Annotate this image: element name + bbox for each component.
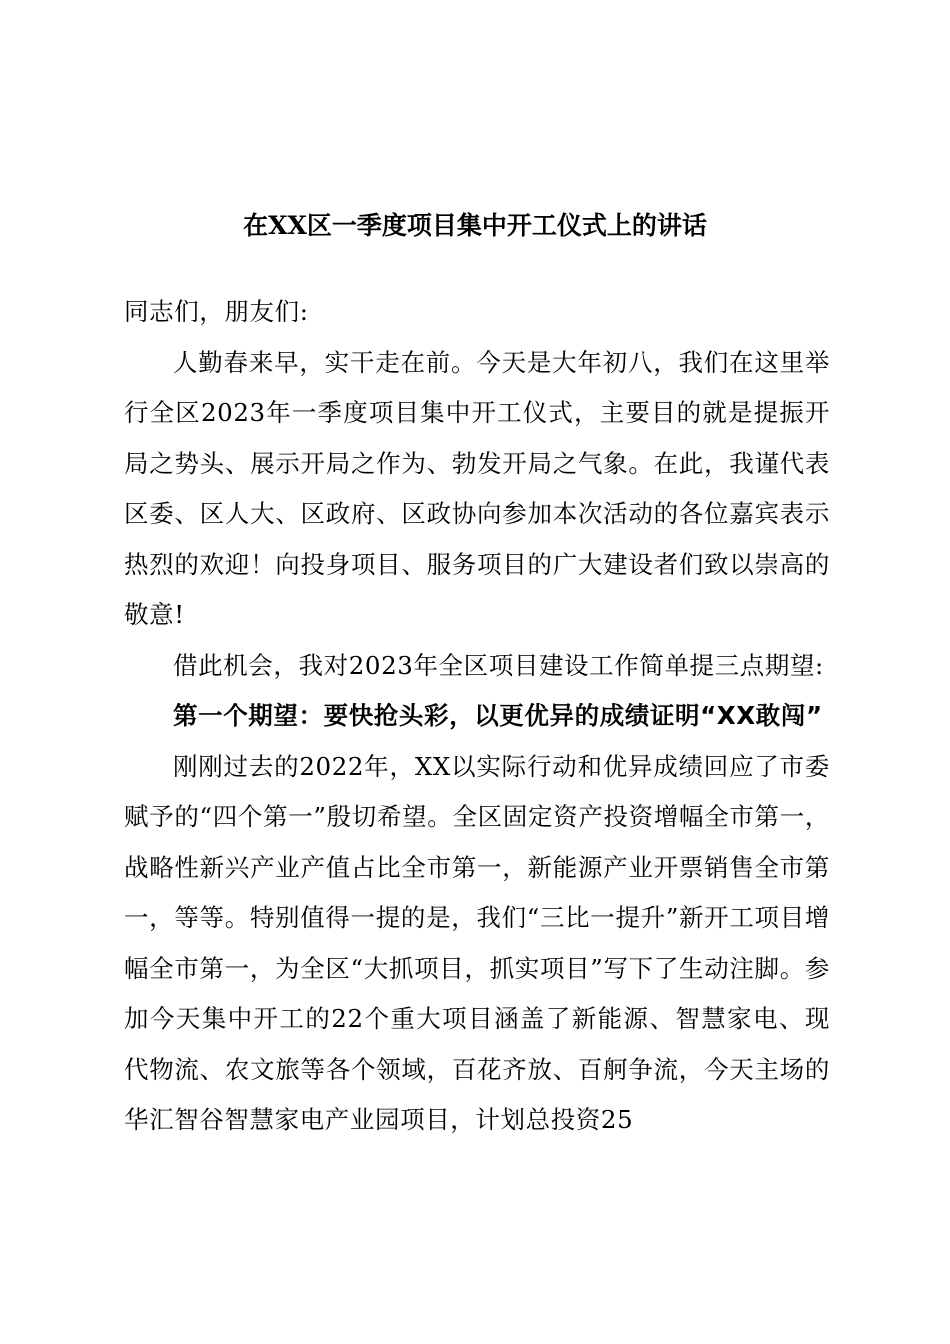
section-heading-first-expectation: 第一个期望：要快抢头彩，以更优异的成绩证明“XX敢闯” [173, 701, 823, 730]
paragraph-expectations-intro: 借此机会，我对2023年全区项目建设工作简单提三点期望: [173, 650, 824, 680]
salutation: 同志们，朋友们: [124, 297, 309, 326]
document-title: 在XX区一季度项目集中开工仪式上的讲话 [243, 211, 707, 240]
paragraph-opening: 人勤春来早，实干走在前。今天是大年初八，我们在这里举行全区2023年一季度项目集中开工仪式，主要目的就是提振开局之势头、展示开局之作为、勃发开局之气象。在此，我谨代表区委、区人大、区政府、区政协向参加本次活动的各位嘉宾表示热烈的欢迎！向投身项目、服务项目的广大建设者们致以崇高的敬意! [124, 347, 830, 629]
document-body [124, 287, 830, 1146]
paragraph-achievements: 刚刚过去的2022年，XX以实际行动和优异成绩回应了市委赋予的“四个第一”殷切希望。全区固定资产投资增幅全市第一，战略性新兴产业产值占比全市第一，新能源产业开票销售全市第一，等等。特别值得一提的是，我们“三比一提升”新开工项目增幅全市第一，为全区“大抓项目，抓实项目”写下了生动注脚。参加今天集中开工的22个重大项目涵盖了新能源、智慧家电、现代物流、农文旅等各个领域，百花齐放、百舸争流，今天主场的华汇智谷智慧家电产业园项目，计划总投资25 [124, 751, 830, 1134]
